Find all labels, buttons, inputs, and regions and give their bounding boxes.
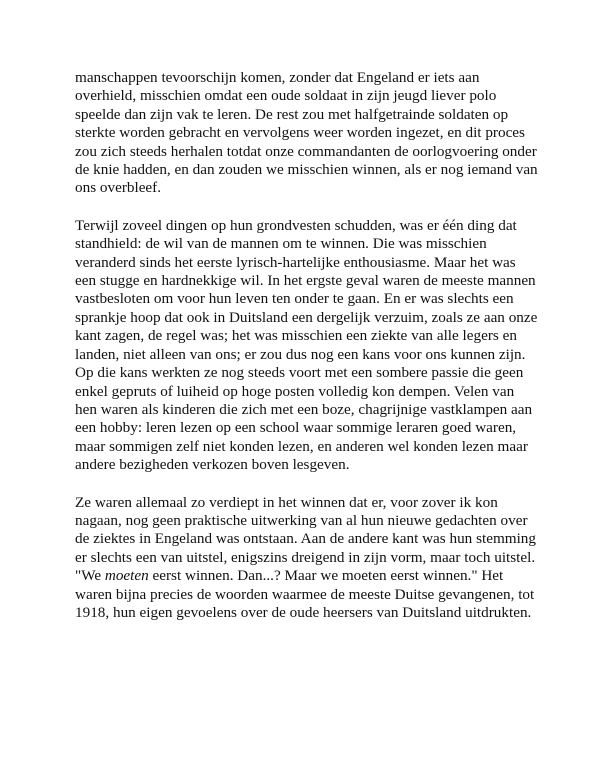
paragraph-3: [75, 494, 535, 623]
text-line: een hobby: leren lezen op een school waar sommige leraren goed waren,: [75, 419, 517, 437]
text-line: er slechts een van uitstel, enigszins dreigend in zijn vorm, maar toch uitstel.: [75, 548, 536, 566]
text-line: kant zagen, de regel was; het was misschien een ziekte van alle legers en: [75, 327, 517, 345]
text-line: Op die kans werkten ze nog steeds voort met een sombere passie die geen: [75, 364, 524, 382]
text-line: landen, niet alleen van ons; er zou dus nog een kans voor ons kunnen zijn.: [75, 345, 526, 363]
text-line: manschappen tevoorschijn komen, zonder dat Engeland er iets aan: [75, 69, 480, 86]
quote-after: eerst winnen. Dan...? Maar we moeten eerst winnen." Het: [148, 567, 504, 585]
text-line: nagaan, nog geen praktische uitwerking van al hun nieuwe gedachten over: [75, 511, 528, 529]
text-line: waren bijna precies de woorden waarmee de meeste Duitse gevangenen, tot: [75, 585, 535, 603]
text-line: 1918, hun eigen gevoelens over de oude heersers van Duitsland uitdrukten.: [75, 603, 532, 621]
text-line: sprankje hoop dat ook in Duitsland een dergelijk verzuim, zoals ze aan onze: [75, 308, 538, 326]
text-line: overhield, misschien omdat een oude soldaat in zijn jeugd liever polo: [75, 87, 497, 105]
paragraph-2: [75, 216, 538, 475]
text-line: sterkte worden gebracht en vervolgens weer worden ingezet, en dit proces: [75, 124, 525, 142]
quote-line: [75, 567, 535, 585]
text-line: hen waren als kinderen die zich met een boze, chagrijnige vastklampen aan: [75, 400, 533, 418]
paragraph-1: [75, 69, 538, 198]
text-line: speelde dan zijn vak te leren. De rest zou met halfgetrainde soldaten op: [75, 105, 509, 123]
text-line: andere bezigheden verkozen boven lesgeven.: [75, 456, 350, 474]
text-line: zou zich steeds herhalen totdat onze commandanten de oorlogvoering onder: [75, 142, 537, 160]
text-line: vastbesloten om voor hun leven ten onder te gaan. En er was slechts een: [75, 290, 514, 308]
emphasis-text: moeten: [104, 567, 149, 585]
text-line: de ziektes in Engeland was ontstaan. Aan de andere kant was hun stemming: [75, 530, 536, 548]
text-line: Ze waren allemaal zo verdiept in het winnen dat er, voor zover ik kon: [75, 493, 498, 511]
text-line: Terwijl zoveel dingen op hun grondvesten schudden, was er één ding dat: [75, 216, 517, 234]
text-line: standhield: de wil van de mannen om te winnen. Die was misschien: [75, 235, 487, 253]
text-line: de knie hadden, en dan zouden we misschien winnen, als er nog iemand van: [75, 161, 538, 179]
body-text: [75, 69, 538, 641]
text-line: een stugge en hardnekkige wil. In het ergste geval waren de meeste mannen: [75, 272, 536, 290]
text-line: enkel gepruts of luiheid op hoge posten volledig kon dempen. Velen van: [75, 382, 515, 400]
text-line: veranderd sinds het eerste lyrisch-hartelijke enthousiasme. Maar het was: [75, 253, 516, 271]
quote-before: "We: [75, 567, 105, 585]
text-line: ons overbleef.: [75, 179, 162, 197]
text-line: maar sommigen zelf niet konden lezen, en anderen wel konden lezen maar: [75, 437, 528, 455]
